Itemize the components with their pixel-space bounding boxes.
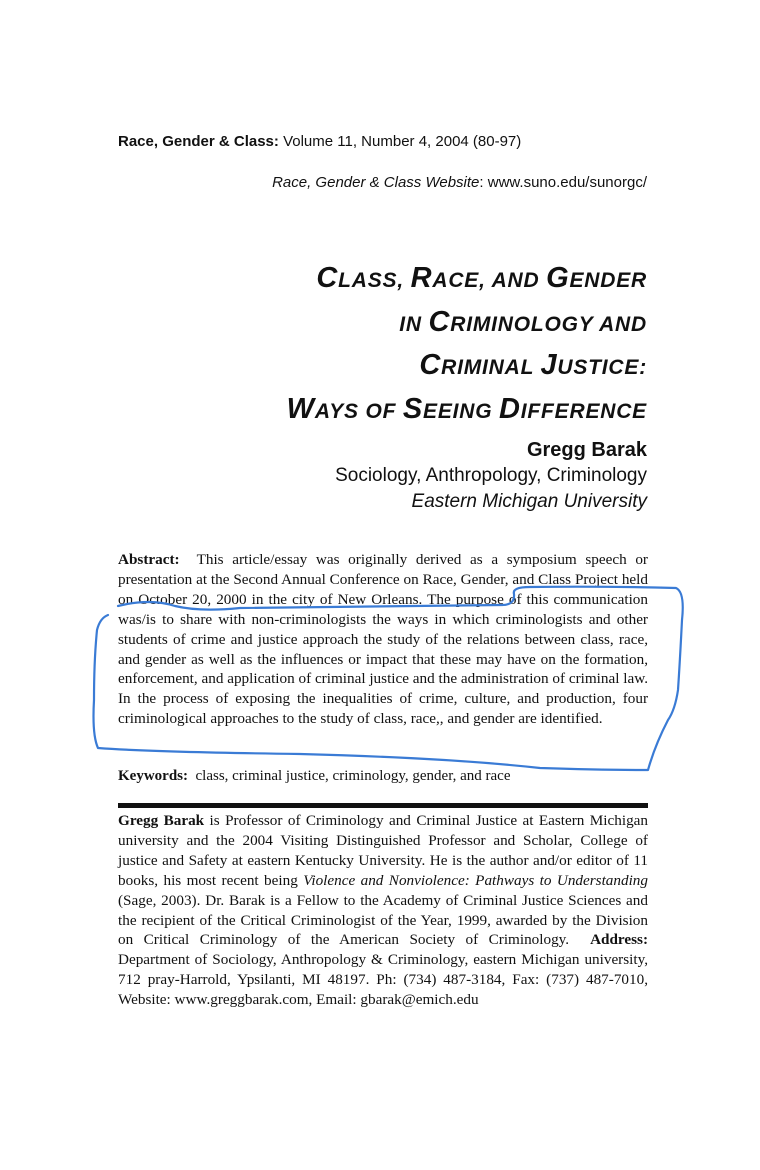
address-text: Department of Sociology, Anthropology & Criminology, eastern Michigan university, 712 pray-Harrold, Ypsilanti, MI 48197. Ph: (734) 487-3184, Fax: (737) 487-7010, Website: www.greggbarak.com, Email: gbarak@emich.edu [118, 951, 648, 1009]
title-word: IN [399, 312, 429, 336]
keywords-label: Keywords: [118, 768, 188, 784]
abstract-label: Abstract: [118, 551, 180, 568]
keywords-text: class, criminal justice, criminology, gender, and race [195, 768, 511, 784]
title-initial: G [546, 262, 570, 294]
title-word: EEING [423, 399, 500, 423]
journal-citation [118, 133, 521, 150]
title-word: USTICE: [557, 356, 647, 379]
title-word: ENDER [569, 269, 647, 292]
title-initial: W [286, 392, 315, 425]
bio-text-2: (Sage, 2003). Dr. Barak is a Fellow to the Academy of Criminal Justice Sciences and the recipient of the Critical Criminologist of the Year, 1999, awarded by the Division on Critical Criminology of the American Society of Criminology. [118, 891, 648, 949]
journal-name: Race, Gender & Class: [118, 133, 279, 150]
title-line-3 [127, 345, 647, 389]
title-line-2 [127, 302, 647, 346]
title-line-1 [127, 258, 647, 302]
abstract [118, 550, 648, 729]
keywords [118, 768, 510, 785]
section-divider [118, 803, 648, 808]
title-initial: C [419, 349, 442, 381]
title-word: AYS OF [314, 399, 403, 423]
title-line-4 [127, 389, 647, 433]
article-title [127, 258, 647, 432]
author-department: Sociology, Anthropology, Criminology [335, 465, 647, 486]
title-word: RIMINAL [441, 356, 541, 379]
bio-book-title: Violence and Nonviolence: Pathways to Understanding [303, 871, 648, 889]
title-initial: D [499, 392, 521, 425]
title-initial: C [316, 262, 339, 294]
title-word: ACE, AND [432, 269, 547, 292]
title-initial: S [402, 392, 424, 425]
title-initial: C [428, 305, 451, 338]
title-word: IFFERENCE [520, 399, 647, 423]
bio-text-1: is Professor of Criminology and Criminal Justice at Eastern Michigan university and the 2004 Visiting Distinguished Professor and Scholar, College of justice and Safety at eastern Kentucky University. He is the author and/or editor of 11 books, his most recent being [118, 812, 648, 889]
title-initial: J [540, 349, 558, 381]
author-name: Gregg Barak [526, 439, 647, 461]
author-block [335, 437, 647, 515]
title-initial: R [410, 262, 433, 294]
author-bio [118, 811, 648, 1010]
website-url: www.suno.edu/sunorgc/ [487, 174, 647, 191]
abstract-text: This article/essay was originally derived as a symposium speech or presentation at the Second Annual Conference on Race, Gender, and Class Project held on October 20, 2000 in the city of New Orleans. The purpose of this communication was/is to share with non-criminologists the ways in which criminologists and other students of crime and justice approach the study of the relations between class, race, and gender as well as the influences or impact that these may have on the formation, enforcement, and application of criminal justice and the administration of criminal law. In the process of exposing the inequalities of crime, culture, and production, four criminological approaches to the study of class, race,, and gender are identified. [118, 551, 648, 728]
author-university: Eastern Michigan University [411, 491, 647, 512]
website-separator: : [479, 174, 484, 191]
title-word: RIMINOLOGY AND [450, 312, 647, 336]
journal-volume: Volume 11, Number 4, 2004 (80-97) [283, 133, 522, 150]
journal-website [272, 174, 647, 191]
title-word: LASS, [338, 269, 411, 292]
bio-name: Gregg Barak [118, 812, 205, 829]
website-label: Race, Gender & Class Website [272, 174, 480, 191]
address-label: Address: [590, 931, 649, 949]
